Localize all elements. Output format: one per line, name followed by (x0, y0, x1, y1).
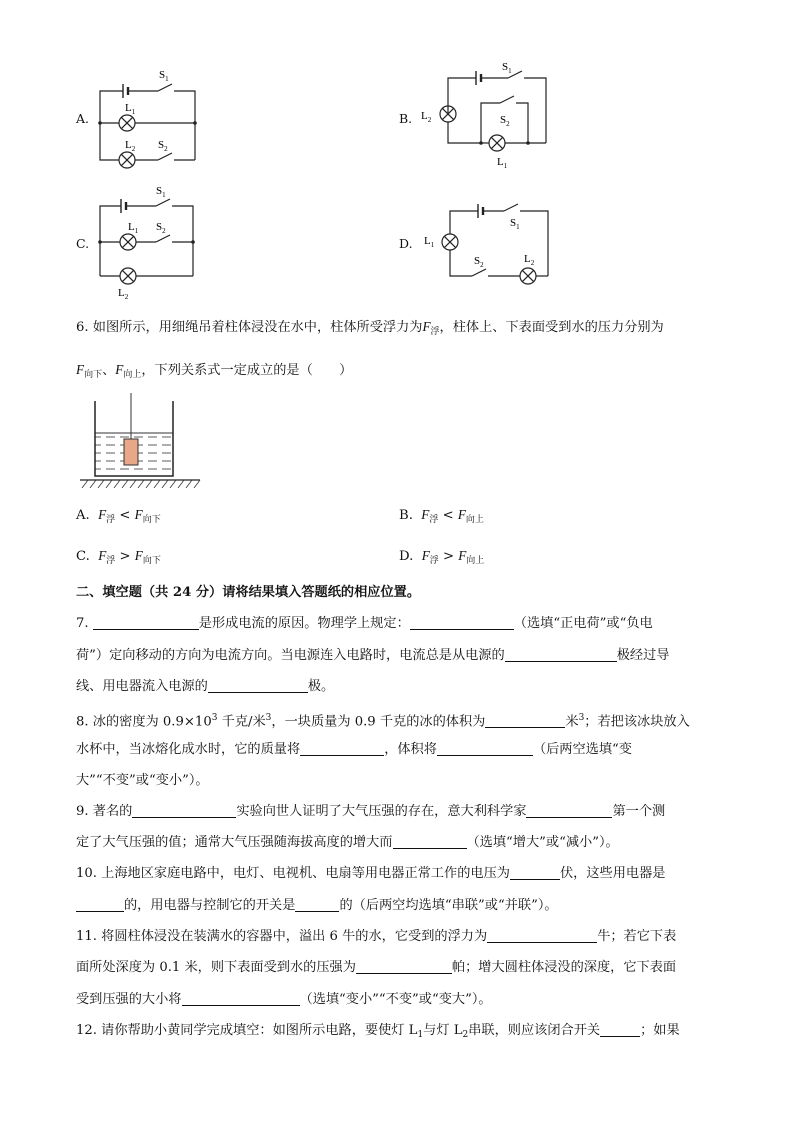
q7-line-1: 7. 是形成电流的原因。物理学上规定： （选填“正电荷”或“负电 (76, 616, 653, 631)
answer-blank[interactable] (487, 928, 597, 943)
q6-option-c[interactable]: C. $F_浮 > F_{向下}$ (76, 548, 161, 566)
lamp-l2-label: $L_2$ (125, 139, 136, 153)
answer-blank[interactable] (393, 834, 467, 849)
circuit-diagram-a (92, 66, 202, 171)
switch-s1-label: $S_1$ (156, 185, 166, 199)
answer-blank[interactable] (410, 615, 514, 630)
q6-option-b[interactable]: B. $F_浮 < F_{向上}$ (399, 507, 484, 525)
q11-line-3: 受到压强的大小将 （选填“变小”“不变”或“变大”）。 (76, 992, 492, 1007)
option-b-label: B. (399, 111, 413, 126)
answer-blank[interactable] (295, 897, 339, 912)
lamp-l1-label: $L_1$ (424, 235, 435, 249)
switch-s2-label: $S_2$ (500, 114, 510, 128)
q11-line-1: 11. 将圆柱体浸没在装满水的容器中，溢出 6 牛的水，它受到的浮力为 牛；若它下表 (76, 929, 677, 944)
lamp-l2-label: $L_2$ (421, 110, 432, 124)
switch-s1-label: $S_1$ (502, 63, 512, 75)
q8-line-1: 8. 冰的密度为 $0.9\times 10^3$ 千克/米$^3$，一块质量为 0.9 千克的冰的体积为 米$^3$；若把该冰块放入 (76, 713, 690, 730)
lamp-l1-label: $L_1$ (125, 102, 136, 116)
q8-line-2: 水杯中，当冰熔化成水时，它的质量将 ，体积将 （后两空选填“变 (76, 742, 632, 757)
lamp-l1-label: $L_1$ (497, 156, 508, 170)
answer-blank[interactable] (300, 741, 384, 756)
option-c-label: C. (76, 236, 90, 251)
q6-option-a[interactable]: A. $F_浮 < F_{向下}$ (76, 507, 161, 525)
answer-blank[interactable] (76, 897, 124, 912)
q11-line-2: 面所处深度为 0.1 米，则下表面受到水的压强为 帕；增大圆柱体浸没的深度，它下表面 (76, 960, 677, 975)
q9-line-2: 定了大气压强的值；通常大气压强随海拔高度的增大而 （选填“增大”或“减小”）。 (76, 835, 619, 850)
q10-line-2: 的，用电器与控制它的开关是 的（后两空均选填“串联”或“并联”）。 (76, 896, 558, 916)
q7-line-2: 荷”）定向移动的方向为电流方向。当电源连入电路时，电流总是从电源的 极经过导 (76, 648, 670, 663)
q12-line-1: 12. 请你帮助小黄同学完成填空：如图所示电路，要使灯 $L_1$与灯 $L_2$串联，则应该闭合开关 ；如果 (76, 1023, 680, 1040)
switch-s2-label: $S_2$ (158, 139, 168, 153)
buoyancy-figure (78, 393, 203, 493)
option-a-label: A. (76, 111, 90, 126)
answer-blank[interactable] (600, 1022, 640, 1037)
switch-s2-label: $S_2$ (474, 255, 484, 269)
q6-option-d[interactable]: D. $F_浮 > F_{向上}$ (399, 548, 485, 566)
answer-blank[interactable] (526, 803, 612, 818)
answer-blank[interactable] (182, 991, 300, 1006)
lamp-l2-label: $L_2$ (118, 287, 129, 301)
circuit-diagram-d (420, 196, 555, 296)
switch-s1-label: $S_1$ (159, 69, 169, 83)
switch-s1-label: $S_1$ (510, 217, 520, 231)
answer-blank[interactable] (356, 959, 452, 974)
answer-blank[interactable] (485, 713, 565, 728)
section-heading: 二、填空题（共 24 分）请将结果填入答题纸的相应位置。 (76, 585, 421, 600)
answer-blank[interactable] (93, 615, 199, 630)
q9-line-1: 9. 著名的 实验向世人证明了大气压强的存在，意大利科学家 第一个测 (76, 804, 666, 819)
q7-line-3: 线、用电器流入电源的 极。 (76, 679, 335, 694)
lamp-l2-label: $L_2$ (524, 253, 535, 267)
q6-line-1: 6. 如图所示，用细绳吊着柱体浸没在水中，柱体所受浮力为$F_浮$，柱体上、下表面受到水的压力分别为 (76, 319, 664, 337)
circuit-diagram-b (418, 63, 553, 175)
switch-s2-label: $S_2$ (156, 221, 166, 235)
option-d-label: D. (399, 236, 413, 251)
q10-line-1: 10. 上海地区家庭电路中，电灯、电视机、电扇等用电器正常工作的电压为 伏，这些用电器是 (76, 866, 666, 881)
answer-blank[interactable] (505, 647, 617, 662)
answer-blank[interactable] (510, 865, 560, 880)
circuit-diagram-c (90, 184, 200, 302)
lamp-l1-label: $L_1$ (128, 221, 139, 235)
q6-line-2: $F_{向下}$、$F_{向上}$，下列关系式一定成立的是（ ） (76, 362, 353, 380)
q8-line-3: 大”“不变”或“变小”）。 (76, 773, 209, 788)
answer-blank[interactable] (208, 678, 308, 693)
answer-blank[interactable] (132, 803, 236, 818)
answer-blank[interactable] (437, 741, 533, 756)
